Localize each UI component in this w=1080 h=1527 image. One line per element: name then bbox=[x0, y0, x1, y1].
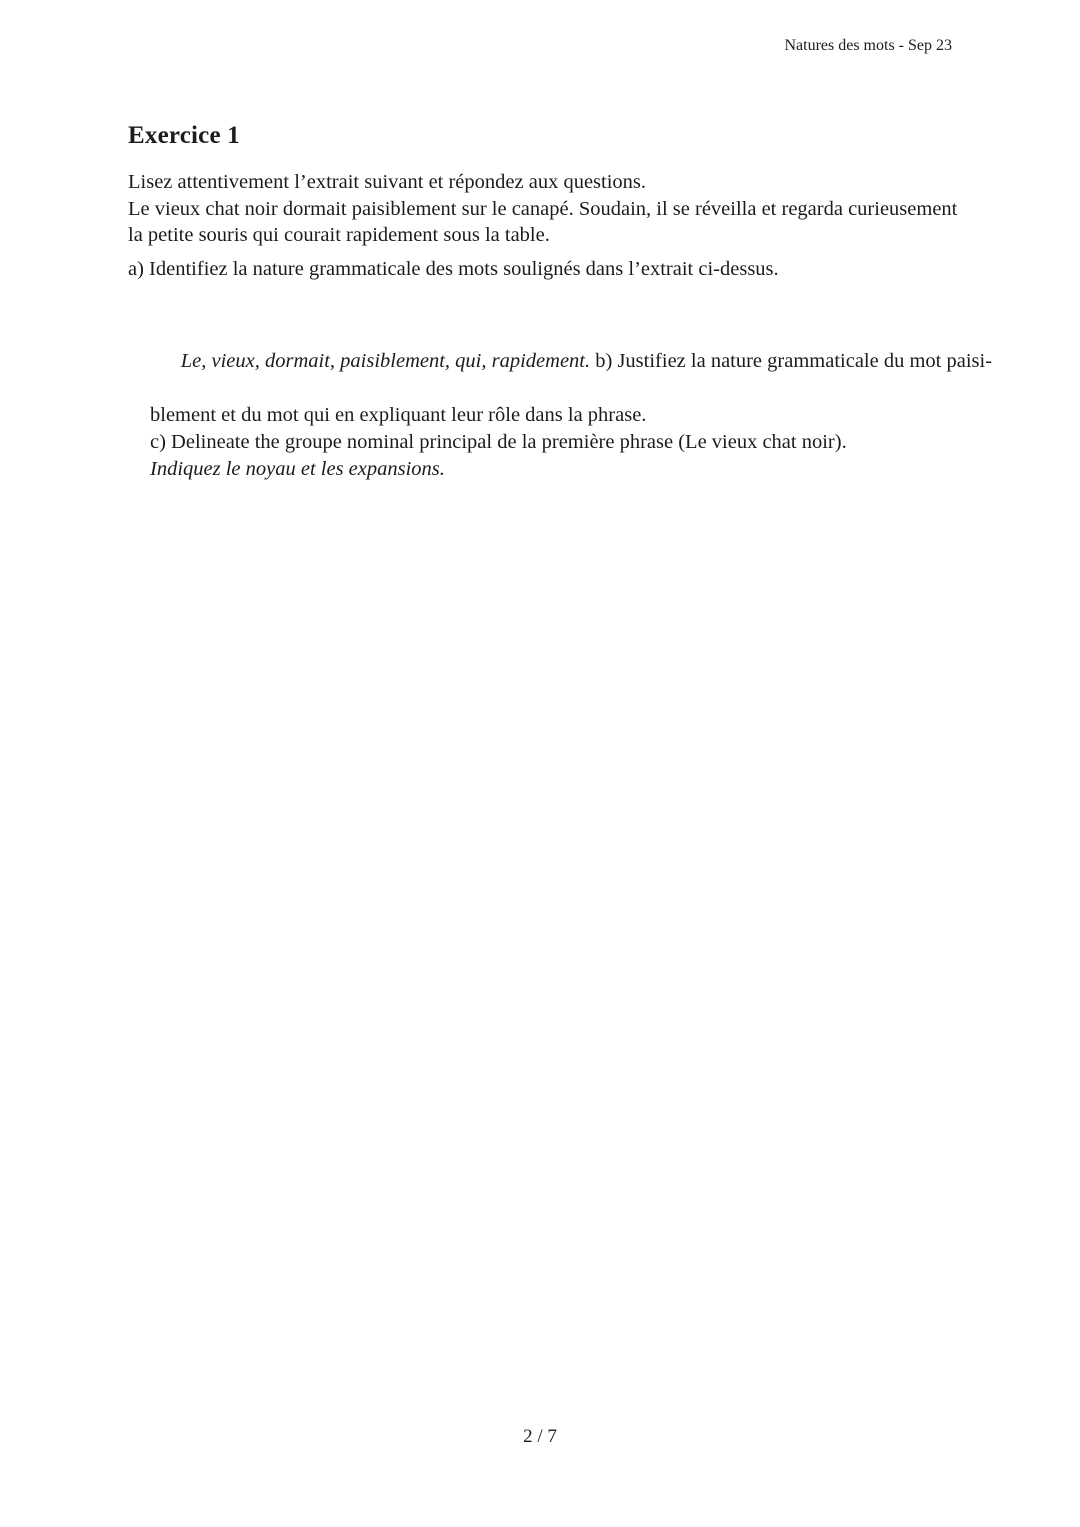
exercise-intro bbox=[128, 169, 956, 249]
intro-line-3: la petite souris qui courait rapidement sous la table. bbox=[128, 224, 550, 247]
answer-block bbox=[150, 321, 993, 483]
block-line-1 bbox=[150, 321, 993, 402]
block-line-1-regular: b) Justifiez la nature grammaticale du mot paisi- bbox=[590, 350, 993, 372]
block-line-1-italic: Le, vieux, dormait, paisiblement, qui, rapidement. bbox=[180, 350, 591, 372]
intro-line-1: Lisez attentivement l’extrait suivant et répondez aux questions. bbox=[128, 171, 647, 193]
exercise-title: Exercice 1 bbox=[128, 122, 240, 149]
block-line-2: blement et du mot qui en expliquant leur rôle dans la phrase. bbox=[150, 404, 647, 426]
block-line-3: c) Delineate the groupe nominal principal de la première phrase (Le vieux chat noir). bbox=[150, 431, 847, 453]
question-a: a) Identifiez la nature grammaticale des mots soulignés dans l’extrait ci-dessus. bbox=[128, 258, 779, 280]
intro-line-2: Le vieux chat noir dormait paisiblement sur le canapé. Soudain, il se réveilla et regarda curieusement bbox=[128, 197, 958, 220]
page-number: 2 / 7 bbox=[523, 1426, 557, 1447]
document-header: Natures des mots - Sep 23 bbox=[784, 37, 952, 54]
block-line-4: Indiquez le noyau et les expansions. bbox=[150, 458, 445, 480]
